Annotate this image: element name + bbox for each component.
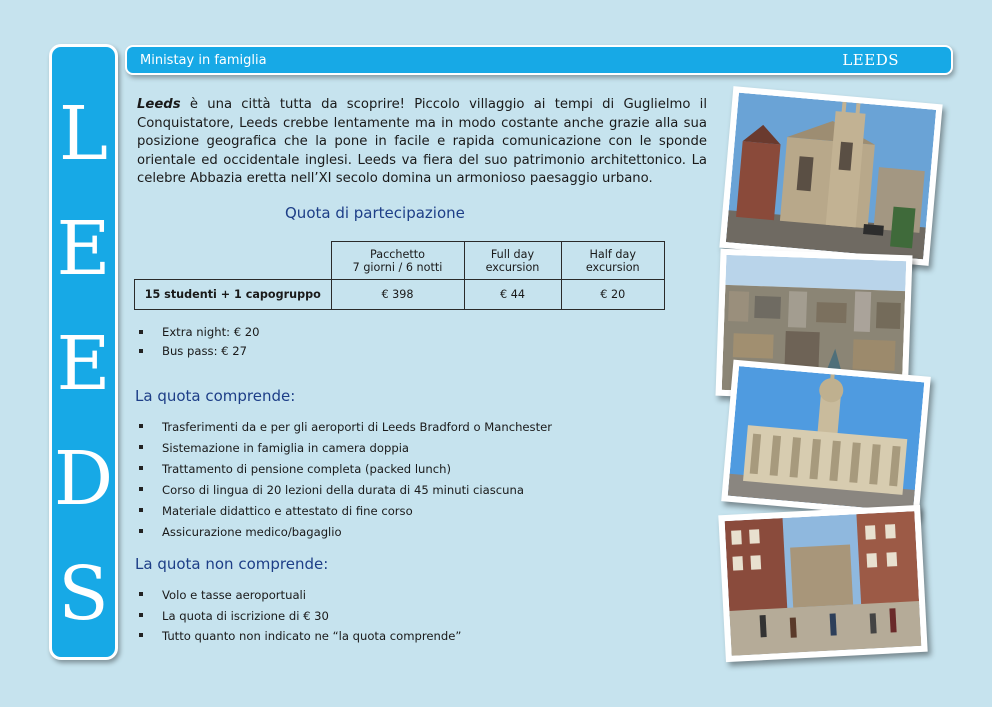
price-table-header bbox=[135, 242, 665, 280]
col-header-full-day: Full day excursion bbox=[464, 242, 561, 280]
price-table bbox=[134, 241, 665, 310]
list-item: La quota di iscrizione di € 30 bbox=[137, 606, 461, 627]
not-included-heading: La quota non comprende: bbox=[135, 555, 329, 573]
list-item: Sistemazione in famiglia in camera doppia bbox=[137, 438, 552, 459]
not-included-list bbox=[137, 585, 461, 647]
table-row bbox=[135, 280, 665, 310]
photo-church bbox=[719, 86, 942, 266]
list-item: Materiale didattico e attestato di fine corso bbox=[137, 501, 552, 522]
included-heading: La quota comprende: bbox=[135, 387, 296, 405]
header-subtitle: Ministay in famiglia bbox=[140, 52, 267, 68]
price-section-title: Quota di partecipazione bbox=[285, 204, 465, 222]
header-city: LEEDS bbox=[842, 51, 899, 69]
extras-list bbox=[137, 323, 260, 361]
banner-letter: S bbox=[58, 551, 109, 637]
price-full-day: € 44 bbox=[464, 280, 561, 310]
list-item: Trattamento di pensione completa (packed lunch) bbox=[137, 459, 552, 480]
price-half-day: € 20 bbox=[561, 280, 665, 310]
town-hall-photo-image bbox=[728, 366, 925, 512]
list-item: Corso di lingua di 20 lezioni della durata di 45 minuti ciascuna bbox=[137, 480, 552, 501]
list-item: Bus pass: € 27 bbox=[137, 342, 260, 361]
list-item: Extra night: € 20 bbox=[137, 323, 260, 342]
banner-letter: E bbox=[56, 206, 111, 292]
street-photo-image bbox=[725, 511, 922, 656]
vertical-title-banner bbox=[49, 44, 118, 660]
photo-street bbox=[718, 505, 927, 662]
banner-letter: L bbox=[58, 91, 109, 177]
list-item: Volo e tasse aeroportuali bbox=[137, 585, 461, 606]
col-header-half-day: Half day excursion bbox=[561, 242, 665, 280]
row-label: 15 studenti + 1 capogruppo bbox=[135, 280, 332, 310]
header-bar bbox=[125, 45, 953, 75]
intro-lead: Leeds bbox=[137, 97, 181, 112]
included-list bbox=[137, 417, 552, 542]
banner-letter: E bbox=[56, 321, 111, 407]
col-header-package: Pacchetto 7 giorni / 6 notti bbox=[331, 242, 464, 280]
intro-paragraph bbox=[137, 96, 707, 189]
photo-town-hall bbox=[721, 360, 931, 519]
list-item: Tutto quanto non indicato ne “la quota comprende” bbox=[137, 626, 461, 647]
list-item: Assicurazione medico/bagaglio bbox=[137, 522, 552, 543]
list-item: Trasferimenti da e per gli aeroporti di Leeds Bradford o Manchester bbox=[137, 417, 552, 438]
intro-text: è una città tutta da scoprire! Piccolo villaggio ai tempi di Guglielmo il Conquistatore, Leeds crebbe lentamente ma in modo costante anche grazie alla sua posizione geografica che la pone in facile e rapida comunicazione con le sponde orientale ed occidentale inglesi. Leeds va fiera del suo patrimonio architettonico. La celebre Abbazia eretta nell’XI secolo domina un armonioso paesaggio urbano. bbox=[137, 97, 707, 186]
church-photo-image bbox=[726, 93, 936, 260]
banner-letter: D bbox=[53, 436, 114, 522]
price-package: € 398 bbox=[331, 280, 464, 310]
